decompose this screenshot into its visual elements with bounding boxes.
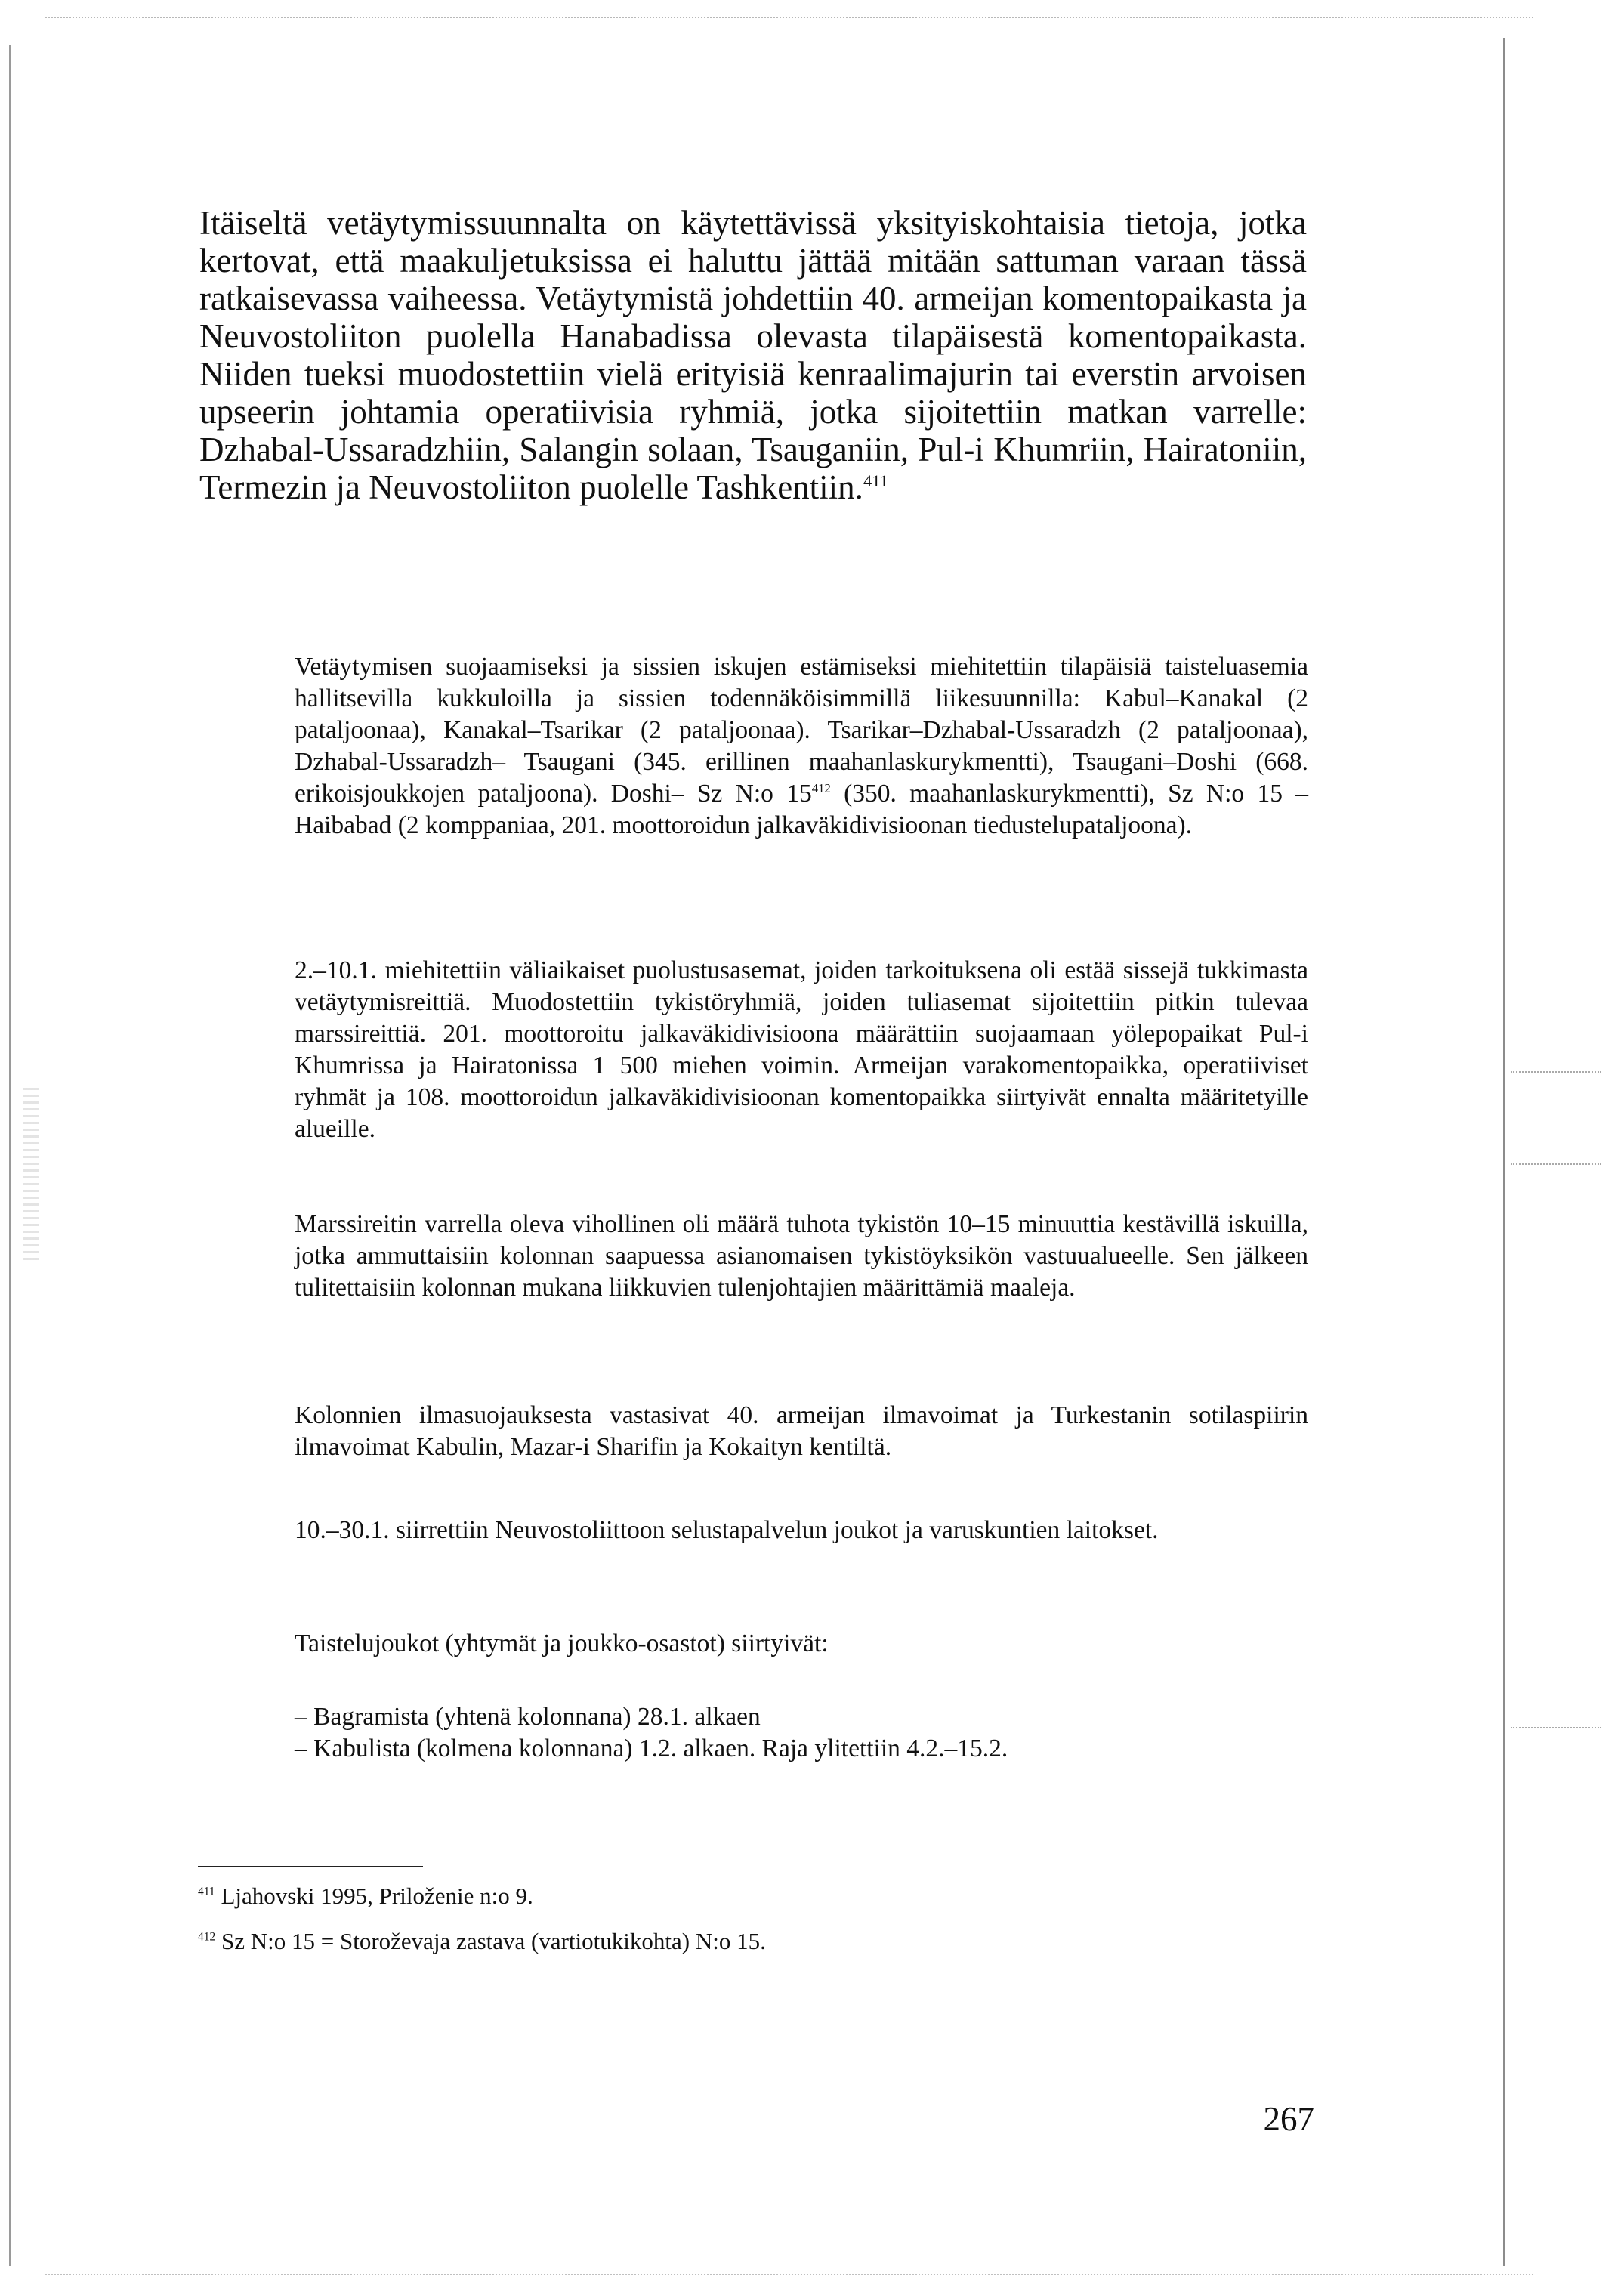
page-number: 267	[1263, 2100, 1314, 2138]
footnote-divider	[198, 1866, 423, 1867]
lead-paragraph	[199, 204, 1307, 506]
scan-edge-top	[45, 17, 1533, 18]
paragraph-taistelujoukot: Taistelujoukot (yhtymät ja joukko-osastot) siirtyivät:	[295, 1629, 829, 1657]
list-item: – Kabulista (kolmena kolonnana) 1.2. alkaen. Raja ylitettiin 4.2.–15.2.	[295, 1734, 1008, 1762]
list-item: – Bagramista (yhtenä kolonnana) 28.1. alkaen	[295, 1703, 761, 1731]
paragraph-puolustusasemat: 2.–10.1. miehitettiin väliaikaiset puolustusasemat, joiden tarkoituksena oli estää sissejä tukkimasta vetäytymisreittiä. Muodostettiin tykistöryhmiä, joiden tuliasemat sijoitettiin pitkin tulevaa marssireittiä. 201. moottoroitu jalkaväkidivisioona määrättiin suojaamaan yölepopaikat Pul-i Khumrissa ja Hairatonissa 1 500 miehen voimin. Armeijan varakomentopaikka, operatiiviset ryhmät ja 108. moottoroidun jalkaväkidivisioonan komentopaikka siirtyivät ennalta määritetyille alueille.	[295, 956, 1308, 1143]
lead-paragraph-text: Itäiseltä vetäytymissuunnalta on käytettävissä yksityiskohtaisia tietoja, jotka kertovat, että maakuljetuksissa ei haluttu jättää mitään sattuman varaan tässä ratkaisevassa vaiheessa. Vetäytymistä johdettiin 40. armeijan komentopaikasta ja Neuvostoliiton puolella Hanabadissa olevasta tilapäisestä komentopaikasta. Niiden tueksi muodostettiin vielä erityisiä kenraalimajurin tai everstin arvoisen upseerin johtamia operatiivisia ryhmiä, jotka sijoitettiin matkan varrelle: Dzhabal-Ussaradzhiin, Salangin solaan, Tsauganiin, Pul-i Khumriin, Hairatoniin, Termezin ja Neuvostoliiton puolelle Tashkentiin.	[199, 204, 1307, 506]
footnote-411: $^{411}$ Ljahovski 1995, Priloženie n:o 9.	[198, 1883, 533, 1909]
paragraph-ilmasuojaus: Kolonnien ilmasuojauksesta vastasivat 40. armeijan ilmavoimat ja Turkestanin sotilaspiirin ilmavoimat Kabulin, Mazar-i Sharifin ja Kokaityn kentiltä.	[295, 1401, 1308, 1461]
footnote-ref-412[interactable]: 412	[811, 780, 831, 795]
scan-margin-mark	[1511, 1071, 1601, 1073]
footnote-412: $^{412}$ Sz N:o 15 = Storoževaja zastava (vartiotukikohta) N:o 15.	[198, 1928, 766, 1954]
footnote-ref-411[interactable]: 411	[863, 471, 888, 490]
scan-speckle	[23, 1088, 39, 1262]
scan-edge-bottom	[45, 2274, 1533, 2275]
withdrawal-list	[295, 1701, 1308, 1765]
scan-margin-mark	[1511, 1163, 1601, 1165]
paragraph-taisteluasemat: Vetäytymisen suojaamiseksi ja sissien iskujen estämiseksi miehitettiin tilapäisiä taisteluasemia hallitsevilla kukkuloilla ja sissien todennäköisimmillä liikesuunnilla: Kabul–Kanakal (2 pataljoonaa), Kanakal–Tsarikar (2 pataljoonaa). Tsarikar–Dzhabal-Ussaradzh (2 pataljoonaa), Dzhabal-Ussaradzh– Tsaugani (345. erillinen maahanlaskurykmentti), Tsaugani–Doshi (668. erikoisjoukkojen pataljoona). Doshi– Sz N:o $15^{412}$ (350. maahanlaskurykmentti), Sz N:o 15 – Haibabad (2 komppaniaa, 201. moottoroidun jalkaväkidivisioonan tiedustelupataljoona).	[295, 653, 1308, 839]
scan-edge-left	[9, 45, 11, 2266]
paragraph-selustapalvelu: 10.–30.1. siirrettiin Neuvostoliittoon selustapalvelun joukot ja varuskuntien laitokset.	[295, 1516, 1159, 1544]
scan-margin-mark	[1511, 1727, 1601, 1728]
paragraph-tykisto: Marssireitin varrella oleva vihollinen oli määrä tuhota tykistön 10–15 minuuttia kestävillä iskuilla, jotka ammuttaisiin kolonnan saapuessa asianomaisen tykistöyksikön vastuualueelle. Sen jälkeen tulitettaisiin kolonnan mukana liikkuvien tulenjohtajien määrittämiä maaleja.	[295, 1210, 1308, 1302]
scan-edge-right	[1503, 38, 1505, 2266]
